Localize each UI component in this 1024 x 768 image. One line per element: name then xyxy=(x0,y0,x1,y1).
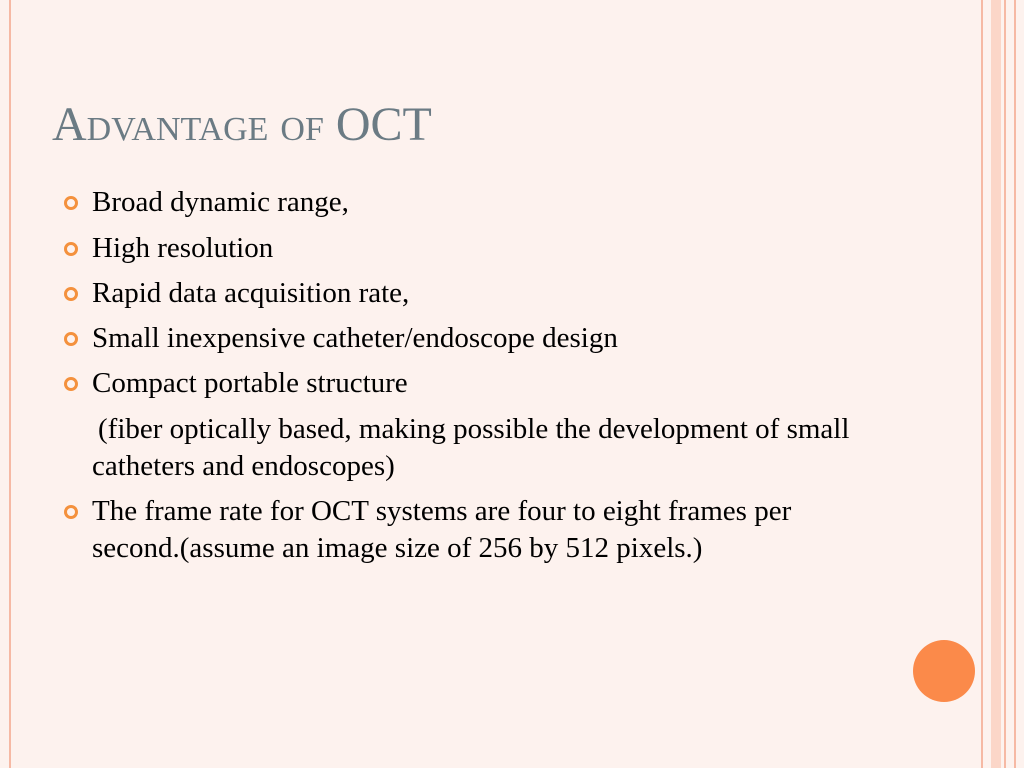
hollow-circle-bullet-icon xyxy=(64,242,78,256)
bullet-text: Small inexpensive catheter/endoscope design xyxy=(92,322,618,354)
bullet-text: Broad dynamic range, xyxy=(92,186,349,218)
bullet-item xyxy=(92,275,882,312)
bullet-item xyxy=(92,493,882,567)
bullet-text: The frame rate for OCT systems are four to eight frames per second.(assume an image size of 256 by 512 pixels.) xyxy=(92,495,792,564)
hollow-circle-bullet-icon xyxy=(64,287,78,301)
continuation-text: (fiber optically based, making possible the development of small catheters and endoscopes) xyxy=(92,413,850,482)
bullet-text: High resolution xyxy=(92,232,274,264)
bullet-continuation xyxy=(92,411,872,485)
hollow-circle-bullet-icon xyxy=(64,377,78,391)
bullet-item xyxy=(92,230,882,267)
hollow-circle-bullet-icon xyxy=(64,505,78,519)
bullet-item xyxy=(92,365,882,402)
bullet-text: Rapid data acquisition rate, xyxy=(92,277,410,309)
bullet-text: Compact portable structure xyxy=(92,367,408,399)
bullet-item xyxy=(92,320,882,357)
hollow-circle-bullet-icon xyxy=(64,196,78,210)
decorative-orange-circle xyxy=(913,640,975,702)
slide-title: Advantage of OCT xyxy=(52,98,432,151)
hollow-circle-bullet-icon xyxy=(64,332,78,346)
bullet-item xyxy=(92,184,882,221)
